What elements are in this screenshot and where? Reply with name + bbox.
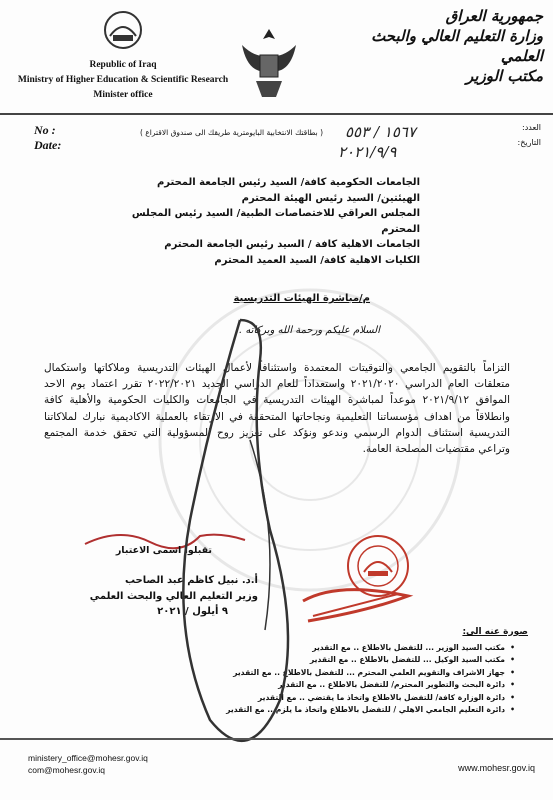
copy-item: •دائرة التعليم الجامعي الاهلي / للتفضل بالاطلاع واتخاذ ما يلزم .. مع التقدير [226,704,515,714]
signer-name: أ.د. نبيل كاظم عبد الصاحب [124,575,258,586]
subject-line: م/مباشرة الهيئات التدريسية [233,293,370,304]
ref-date-handwritten: ٢٠٢١/٩/٩ [338,143,397,161]
footer-email-2[interactable]: com@mohesr.gov.iq [28,765,105,775]
handwritten-scribble-overlay [150,300,330,770]
copy-item-text: مكتب السيد الوكيل ... للتفضل بالاطلاع .. مع التقدير [309,655,505,665]
header-office-ar: مكتب الوزير [466,67,543,85]
addressee-line: الكليات الاهلية كافة/ السيد العميد المحترم [214,254,420,266]
addressee-line: الجامعات الحكومية كافة/ السيد رئيس الجامعة المحترم [156,177,420,188]
header-ministry-ar: وزارة التعليم العالي والبحث العلمي [371,27,543,65]
header-right-block [343,6,543,86]
header-left-block [8,58,238,103]
copy-item: •دائرة البحث والتطوير المحترم/ للتفضل بالاطلاع .. مع التقدير [278,680,515,690]
header-office: Minister office [93,90,153,100]
copy-item-text: مكتب السيد الوزير ... للتفضل بالاطلاع .. مع التقدير [312,643,505,652]
copy-item: •جهاز الاشراف والتقويم العلمي المحترم ... للتفضل بالاطلاع .. مع التقدير [233,667,515,677]
no-label: No : [34,123,56,137]
iraq-eagle-emblem-icon [238,25,300,103]
signer-date: ٩ أيلول / ٢٠٢١ [157,606,228,617]
date-label-ar: التاريخ: [517,138,541,147]
footer-emails [28,752,148,776]
footer-divider [0,738,553,740]
ministry-logo-icon [98,10,148,54]
copy-item: •دائرة الوزارة كافة/ للتفضل بالاطلاع واتخاذ ما يقتضي .. مع التقدير [257,692,515,702]
signer-title: وزير التعليم العالي والبحث العلمي [89,590,258,602]
letter-body: التزاماً بالتقويم الجامعي والتوقيتات المعتمدة واستئنافاً لأعمال الهيئات التدريسية وملاكاتها واستكمال متعلقات العام الدراسي ٢٠٢١/٢٠٢٠ واستعداداً للعام الدراسي الجديد ٢٠٢٢/٢٠٢١ تقرر اعتماد يوم الاحد الموافق ٢٠٢١/٩/١٢ موعداً لمباشرة الهيئات التدريسية في الجامعات والكليات الحكومية والأهلية كافة وانطلاقاً من اهداف مؤسساتنا التعليمية ونجاحاتها المتحققة في الارتقاء بالعملية الاكاديمية نبارك لملاكاتنا التدريسية استئناف الدوام الرسمي وندعو ونؤكد على تعزيز روح المسؤولية التي تحقق خدمة المجتمع وتراعي مقتضيات المصلحة العامة. [44,362,510,456]
copy-item-text: جهاز الاشراف والتقويم العلمي المحترم ... للتفضل بالاطلاع .. مع التقدير [233,667,505,677]
ref-label-ar: العدد: [522,123,541,132]
copy-item-text: دائرة البحث والتطوير المحترم/ للتفضل بالاطلاع .. مع التقدير [278,680,505,690]
copy-item-text: دائرة التعليم الجامعي الاهلي / للتفضل بالاطلاع واتخاذ ما يلزم .. مع التقدير [226,704,505,714]
ref-number-handwritten: ١٥٦٧ / ٥٥٣ [345,123,416,141]
copies-title: صورة عنه الى: [462,627,528,637]
addressee-line: الجامعات الاهلية كافة / السيد رئيس الجامعة المحترم [164,239,420,250]
election-slogan: ( بطاقتك الانتخابية البايومترية طريقك الى صندوق الاقتراع ) [140,128,324,137]
addressees-block [120,175,420,268]
copy-item-text: دائرة الوزارة كافة/ للتفضل بالاطلاع واتخاذ ما يقتضي .. مع التقدير [257,692,505,702]
copy-item: •مكتب السيد الوزير ... للتفضل بالاطلاع .. مع التقدير [312,643,515,652]
greeting-line: السلام عليكم ورحمة الله وبركاته .. [235,325,380,336]
appreciation-line: تقبلوا اسمى الاعتبار [115,545,212,556]
header-country: Republic of Iraq [89,60,157,70]
addressee-line: المجلس العراقي للاختصاصات الطبية/ السيد رئيس المجلس المحترم [131,208,420,235]
date-label: Date: [34,138,62,152]
header-ministry: Ministry of Higher Education & Scientific Research [17,75,229,85]
header-divider [0,113,553,115]
footer-website[interactable]: www.mohesr.gov.iq [458,763,535,773]
no-date-labels [34,123,61,153]
addressee-line: الهيئتين/ السيد رئيس الهيئة المحترم [241,192,420,204]
copy-item: •مكتب السيد الوكيل ... للتفضل بالاطلاع .. مع التقدير [309,655,515,665]
footer-email-1[interactable]: ministery_office@mohesr.gov.iq [28,753,148,763]
header-country-ar: جمهورية العراق [445,7,543,25]
